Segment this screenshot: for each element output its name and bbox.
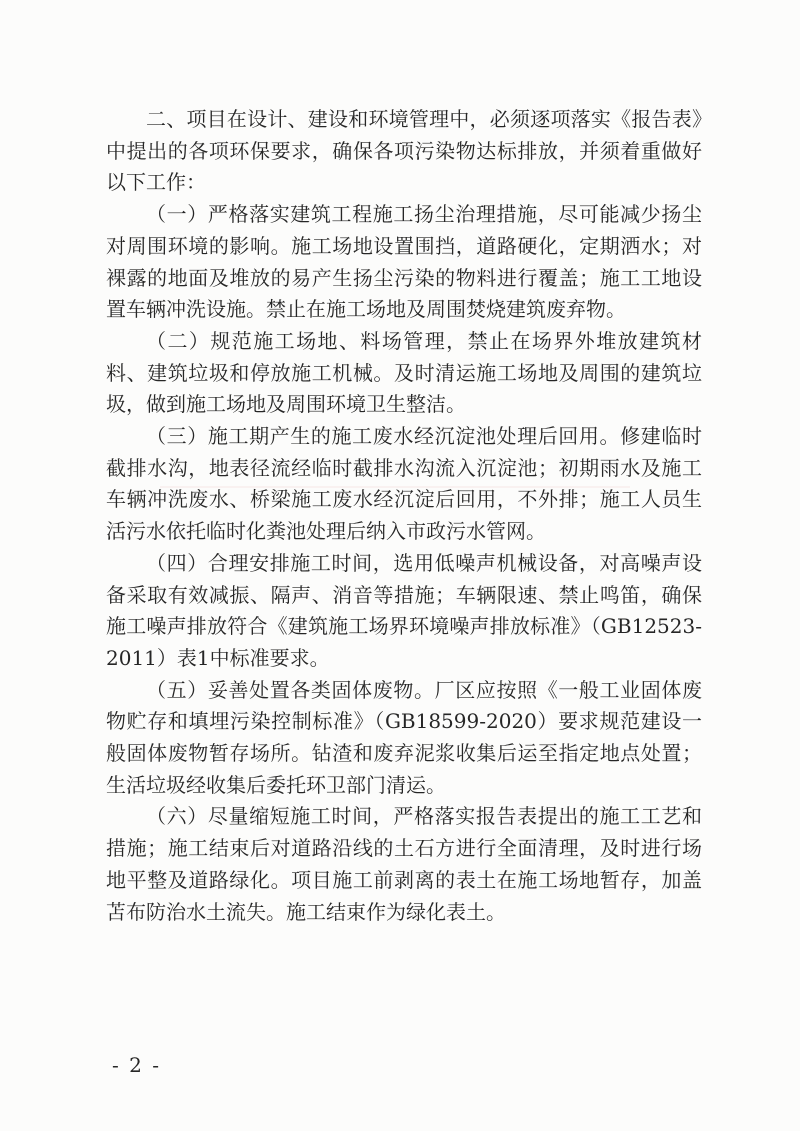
paragraph-item-2: （二）规范施工场地、料场管理，禁止在场界外堆放建筑材料、建筑垃圾和停放施工机械。及时清运施工场地及周围的建筑垃圾，做到施工场地及周围环境卫生整洁。 (106, 328, 702, 417)
paragraph-intro: 二、项目在设计、建设和环境管理中，必须逐项落实《报告表》中提出的各项环保要求，确保各项污染物达标排放，并须着重做好以下工作： (106, 107, 702, 195)
paragraph-item-5: （五）妥善处置各类固体废物。厂区应按照《一般工业固体废物贮存和填埋污染控制标准》（GB18599-2020）要求规范建设一般固体废物暂存场所。钻渣和废弃泥浆收集后运至指定地点处置；生活垃圾经收集后委托环卫部门清运。 (106, 677, 702, 797)
page-number: - 2 - (112, 1053, 161, 1077)
paragraph-item-3: （三）施工期产生的施工废水经沉淀池处理后回用。修建临时截排水沟，地表径流经临时截排水沟流入沉淀池；初期雨水及施工车辆冲洗废水、桥梁施工废水经沉淀后回用，不外排；施工人员生活污水依托临时化粪池处理后纳入市政污水管网。 (106, 424, 702, 544)
document-body (106, 104, 702, 928)
paragraph-item-4: （四）合理安排施工时间，选用低噪声机械设备，对高噪声设备采取有效减振、隔声、消音等措施；车辆限速、禁止鸣笛，确保施工噪声排放符合《建筑施工场界环境噪声排放标准》（GB12523-2011）表1中标准要求。 (106, 550, 702, 670)
paragraph-item-1: （一）严格落实建筑工程施工扬尘治理措施，尽可能减少扬尘对周围环境的影响。施工场地设置围挡，道路硬化，定期洒水；对裸露的地面及堆放的易产生扬尘污染的物料进行覆盖；施工工地设置车辆冲洗设施。禁止在施工场地及周围焚烧建筑废弃物。 (106, 202, 702, 322)
paragraph-item-6: （六）尽量缩短施工时间，严格落实报告表提出的施工工艺和措施；施工结束后对道路沿线的土石方进行全面清理，及时进行场地平整及道路绿化。项目施工前剥离的表土在施工场地暂存，加盖苫布防治水土流失。施工结束作为绿化表土。 (106, 804, 702, 924)
